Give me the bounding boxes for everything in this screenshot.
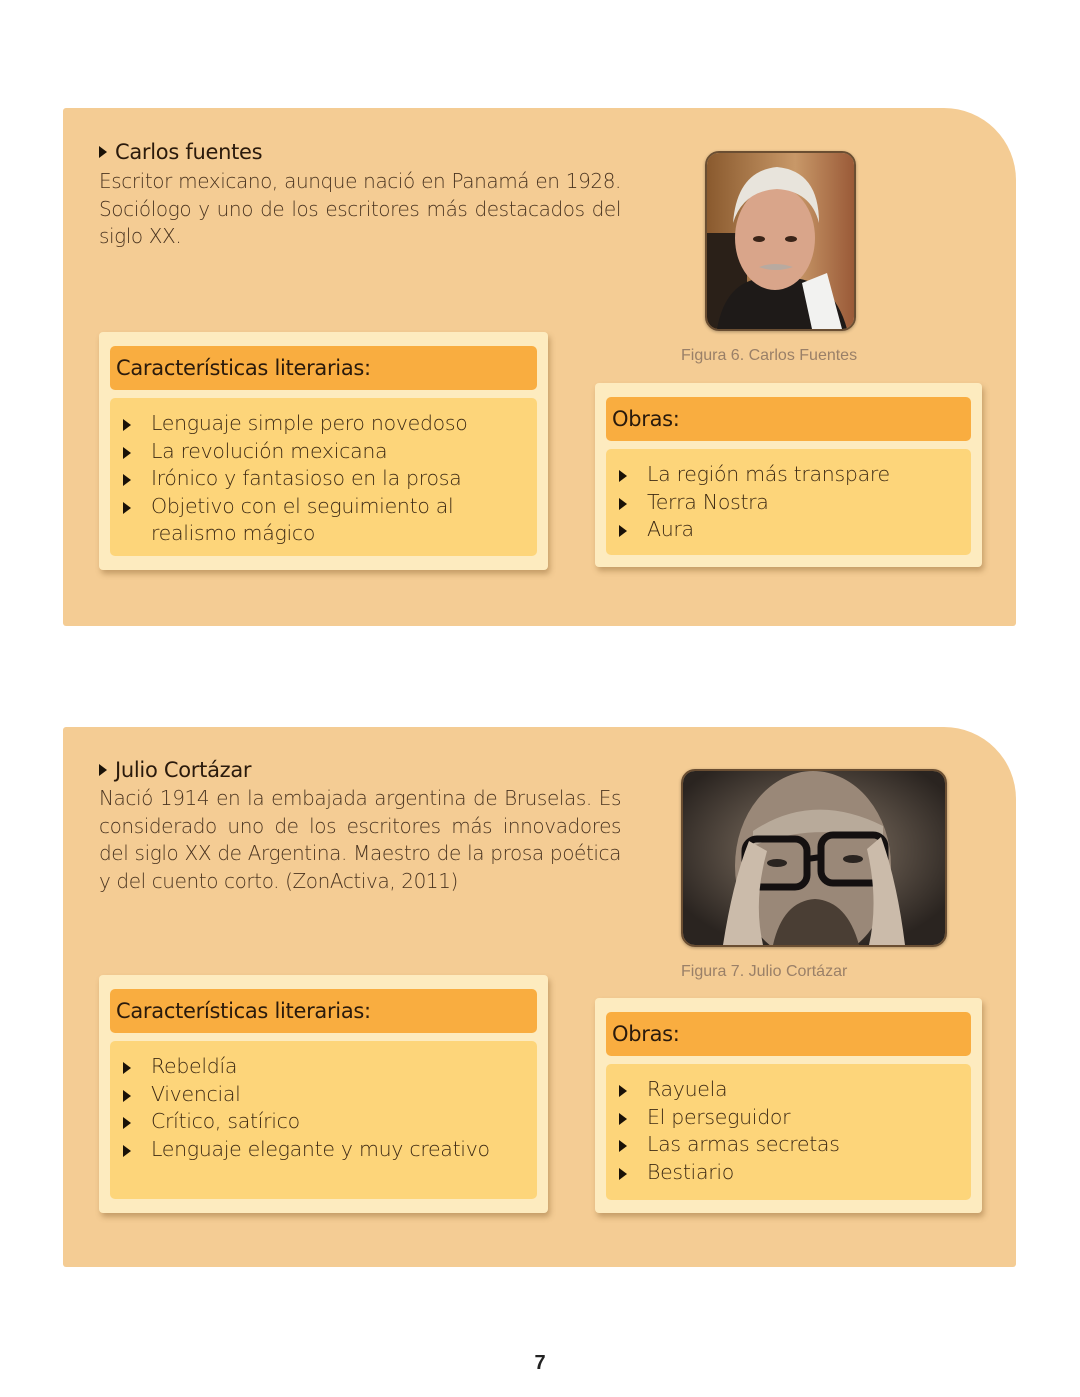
list-item: Terra Nostra (606, 489, 971, 517)
characteristics-title: Características literarias: (110, 346, 537, 390)
triangle-bullet-icon (99, 146, 107, 158)
bullet-icon (619, 525, 627, 537)
author-photo-julio-cortazar (681, 769, 947, 947)
characteristics-title: Características literarias: (110, 989, 537, 1033)
works-box (595, 998, 982, 1213)
author-heading (99, 140, 262, 164)
list-item: Crítico, satírico (110, 1108, 537, 1136)
list-item: Irónico y fantasioso en la prosa (110, 465, 537, 493)
characteristics-box (99, 332, 548, 570)
portrait-image (707, 153, 854, 329)
bullet-icon (619, 1140, 627, 1152)
page-number: 7 (534, 1352, 546, 1374)
list-item: La región más transpare (606, 461, 971, 489)
list-item: Vivencial (110, 1081, 537, 1109)
author-bio: Nació 1914 en la embajada argentina de Bruselas. Es considerado uno de los escritores más innovadores del siglo XX de Argentina. Maestro de la prosa poética y del cuento corto. (ZonActiva, 2011) (99, 786, 621, 893)
bullet-icon (619, 498, 627, 510)
author-name: Carlos fuentes (115, 140, 263, 164)
characteristics-list (110, 398, 537, 556)
works-title: Obras: (606, 397, 971, 441)
author-panel-carlos-fuentes (63, 108, 1016, 626)
author-heading (99, 758, 251, 782)
bullet-icon (619, 1085, 627, 1097)
triangle-bullet-icon (99, 764, 107, 776)
bullet-icon (123, 1090, 131, 1102)
figure-caption: Figura 7. Julio Cortázar (681, 963, 848, 980)
list-item: Aura (606, 516, 971, 544)
bullet-icon (619, 1113, 627, 1125)
list-item: Lenguaje elegante y muy creativo (110, 1136, 537, 1164)
characteristics-box (99, 975, 548, 1213)
bullet-icon (619, 470, 627, 482)
works-box (595, 383, 982, 567)
characteristics-list (110, 1041, 537, 1199)
bullet-icon (123, 1145, 131, 1157)
figure-caption: Figura 6. Carlos Fuentes (681, 347, 858, 364)
list-item: Objetivo con el seguimiento al realismo mágico (110, 493, 537, 548)
bullet-icon (123, 447, 131, 459)
list-item: Rebeldía (110, 1053, 537, 1081)
author-photo-carlos-fuentes (705, 151, 856, 331)
bullet-icon (123, 1062, 131, 1074)
author-bio: Escritor mexicano, aunque nació en Panamá en 1928. Sociólogo y uno de los escritores más destacados del siglo XX. (99, 169, 621, 249)
works-title: Obras: (606, 1012, 971, 1056)
list-item: El perseguidor (606, 1104, 971, 1132)
bullet-icon (123, 1117, 131, 1129)
bullet-icon (619, 1168, 627, 1180)
bullet-icon (123, 474, 131, 486)
list-item: Lenguaje simple pero novedoso (110, 410, 537, 438)
portrait-image (683, 771, 945, 945)
author-name: Julio Cortázar (115, 758, 252, 782)
list-item: Rayuela (606, 1076, 971, 1104)
works-list (606, 449, 971, 555)
works-list (606, 1064, 971, 1200)
list-item: Bestiario (606, 1159, 971, 1187)
list-item: Las armas secretas (606, 1131, 971, 1159)
author-panel-julio-cortazar (63, 727, 1016, 1267)
bullet-icon (123, 419, 131, 431)
list-item: La revolución mexicana (110, 438, 537, 466)
bullet-icon (123, 502, 131, 514)
